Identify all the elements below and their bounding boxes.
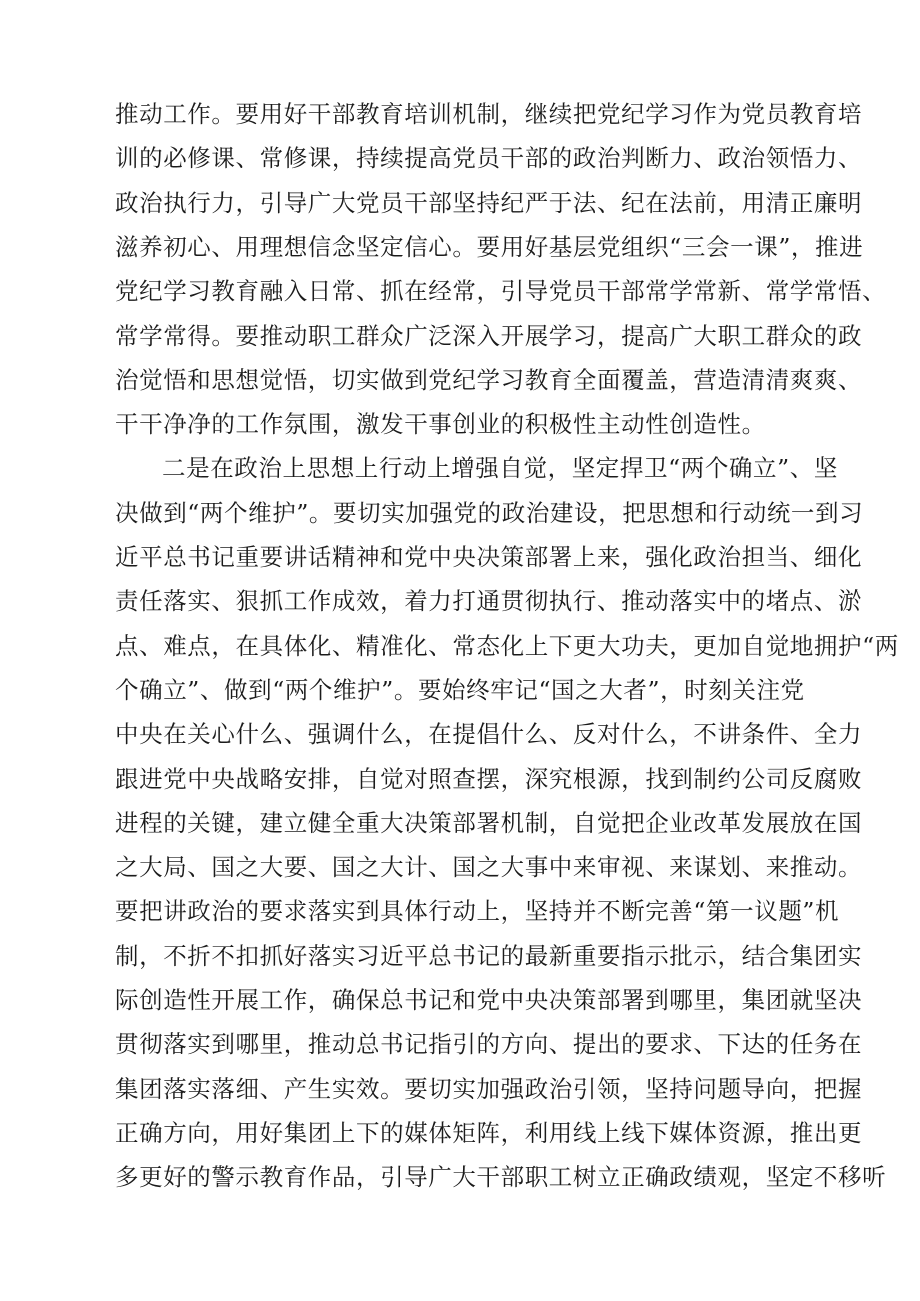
text-line: 集团落实落细、产生实效。要切实加强政治引领，坚持问题导向，把握 [115, 1074, 863, 1103]
text-line: 进程的关键，建立健全重大决策部署机制，自觉把企业改革发展放在国 [115, 808, 863, 837]
text-line: 多更好的警示教育作品，引导广大干部职工树立正确政绩观，坚定不移听 [115, 1163, 887, 1192]
text-line: 贯彻落实到哪里，推动总书记指引的方向、提出的要求、下达的任务在 [115, 1030, 863, 1059]
text-line: 点、难点，在具体化、精准化、常态化上下更大功夫，更加自觉地拥护“两 [115, 631, 899, 660]
text-line: 个确立”、做到“两个维护”。要始终牢记“国之大者”，时刻关注党 [115, 675, 805, 704]
paragraph-first-line: 二是在政治上思想上行动上增强自觉，坚定捍卫“两个确立”、坚 [162, 454, 838, 483]
text-line: 中央在关心什么、强调什么，在提倡什么、反对什么，不讲条件、全力 [115, 720, 863, 749]
text-line: 党纪学习教育融入日常、抓在经常，引导党员干部常学常新、常学常悟、 [115, 277, 887, 306]
text-line: 正确方向，用好集团上下的媒体矩阵，利用线上线下媒体资源，推出更 [115, 1118, 863, 1147]
text-line: 干干净净的工作氛围，激发干事创业的积极性主动性创造性。 [115, 410, 766, 439]
text-line: 决做到“两个维护”。要切实加强党的政治建设，把思想和行动统一到习 [115, 498, 864, 527]
text-line: 际创造性开展工作，确保总书记和党中央决策部署到哪里，集团就坚决 [115, 986, 863, 1014]
text-line: 滋养初心、用理想信念坚定信心。要用好基层党组织“三会一课”，推进 [115, 232, 864, 261]
text-line: 责任落实、狠抓工作成效，着力打通贯彻执行、推动落实中的堵点、淤 [115, 587, 863, 616]
text-line: 近平总书记重要讲话精神和党中央决策部署上来，强化政治担当、细化 [115, 543, 863, 571]
text-line: 要把讲政治的要求落实到具体行动上，坚持并不断完善“第一议题”机 [115, 897, 840, 926]
text-line: 之大局、国之大要、国之大计、国之大事中来审视、来谋划、来推动。 [115, 853, 863, 882]
text-line: 政治执行力，引导广大党员干部坚持纪严于法、纪在法前，用清正廉明 [115, 188, 863, 217]
text-line: 制，不折不扣抓好落实习近平总书记的最新重要指示批示，结合集团实 [115, 941, 863, 970]
text-line: 训的必修课、常修课，持续提高党员干部的政治判断力、政治领悟力、 [115, 144, 863, 173]
text-line: 推动工作。要用好干部教育培训机制，继续把党纪学习作为党员教育培 [115, 100, 863, 128]
text-line: 常学常得。要推动职工群众广泛深入开展学习，提高广大职工群众的政 [115, 321, 863, 350]
text-line: 跟进党中央战略安排，自觉对照查摆，深究根源，找到制约公司反腐败 [115, 764, 863, 793]
text-line: 治觉悟和思想觉悟，切实做到党纪学习教育全面覆盖，营造清清爽爽、 [115, 365, 863, 394]
